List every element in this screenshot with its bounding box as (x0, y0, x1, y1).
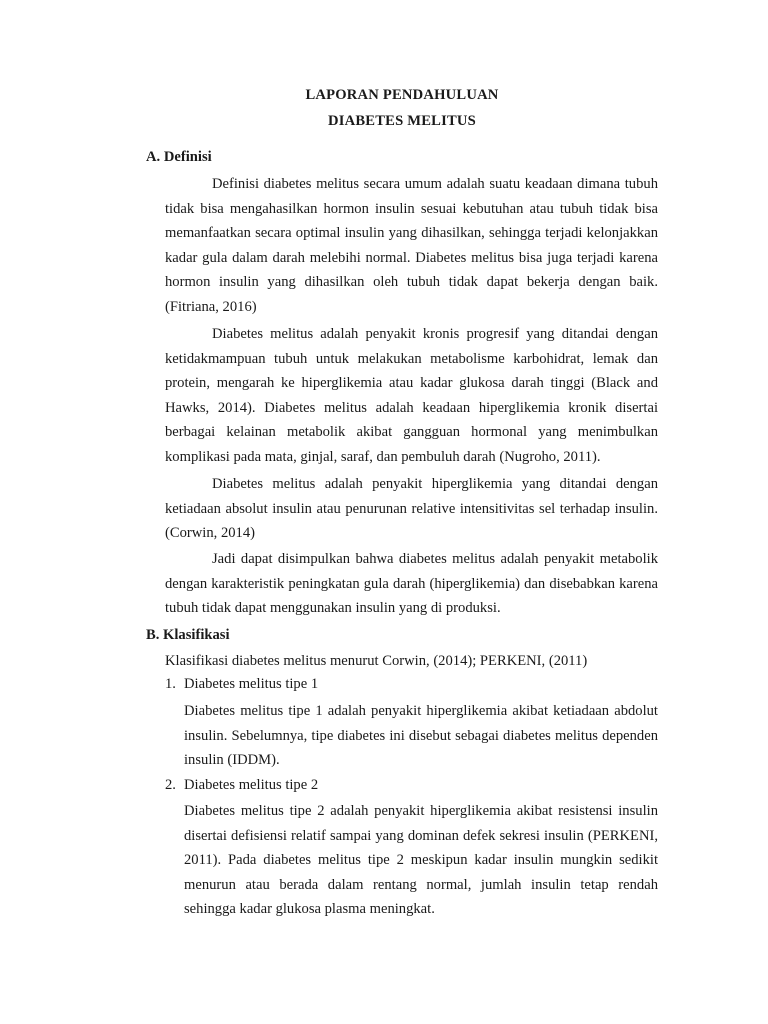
list-item-title: Diabetes melitus tipe 2 (184, 777, 319, 793)
list-number: 1. (165, 676, 176, 692)
paragraph: Definisi diabetes melitus secara umum adalah suatu keadaan dimana tubuh tidak bisa mengahasilkan hormon insulin sesuai kebutuhan atau tubuh tidak bisa memanfaatkan secara optimal insulin yang dihasilkan, sehingga terjadi kelonjakkan kadar gula dalam darah melebihi normal. Diabetes melitus bisa juga terjadi karena hormon insulin yang dihasilkan oleh tubuh tidak dapat bekerja dengan baik. (Fitriana, 2016) (165, 176, 658, 315)
list-item-body: Diabetes melitus tipe 2 adalah penyakit hiperglikemia akibat resistensi insulin disertai defisiensi relatif sampai yang dominan defek sekresi insulin (PERKENI, 2011). Pada diabetes melitus tipe 2 meskipun kadar insulin mungkin sedikit menurun atau berada dalam rentang normal, jumlah insulin tetap rendah sehingga kadar glukosa plasma meningkat. (184, 803, 658, 918)
paragraph: Jadi dapat disimpulkan bahwa diabetes melitus adalah penyakit metabolik dengan karakteristik peningkatan gula darah (hiperglikemia) dan disebabkan karena tubuh tidak dapat menggunakan insulin yang di produksi. (165, 551, 658, 617)
section-heading-klasifikasi: B. Klasifikasi (146, 627, 230, 643)
paragraph: Diabetes melitus adalah penyakit kronis progresif yang ditandai dengan ketidakmampuan tubuh untuk melakukan metabolisme karbohidrat, lemak dan protein, mengarah ke hiperglikemia atau kadar glukosa darah tinggi (Black and Hawks, 2014). Diabetes melitus adalah keadaan hiperglikemia kronik disertai berbagai kelainan metabolik akibat gangguan hormonal yang menimbulkan komplikasi pada mata, ginjal, saraf, dan pembuluh darah (Nugroho, 2011). (165, 326, 658, 465)
document-subtitle: DIABETES MELITUS (328, 113, 476, 129)
paragraph: Diabetes melitus adalah penyakit hiperglikemia yang ditandai dengan ketiadaan absolut insulin atau penurunan relative intensitivitas sel terhadap insulin. (Corwin, 2014) (165, 476, 658, 542)
klasifikasi-intro: Klasifikasi diabetes melitus menurut Corwin, (2014); PERKENI, (2011) (165, 653, 588, 669)
document-title: LAPORAN PENDAHULUAN (305, 87, 499, 103)
list-item-title: Diabetes melitus tipe 1 (184, 676, 319, 692)
list-number: 2. (165, 777, 176, 793)
list-item-body: Diabetes melitus tipe 1 adalah penyakit hiperglikemia akibat ketiadaan abdolut insulin. Sebelumnya, tipe diabetes ini disebut sebagai diabetes melitus dependen insulin (IDDM). (184, 703, 658, 769)
section-heading-definisi: A. Definisi (146, 149, 212, 165)
